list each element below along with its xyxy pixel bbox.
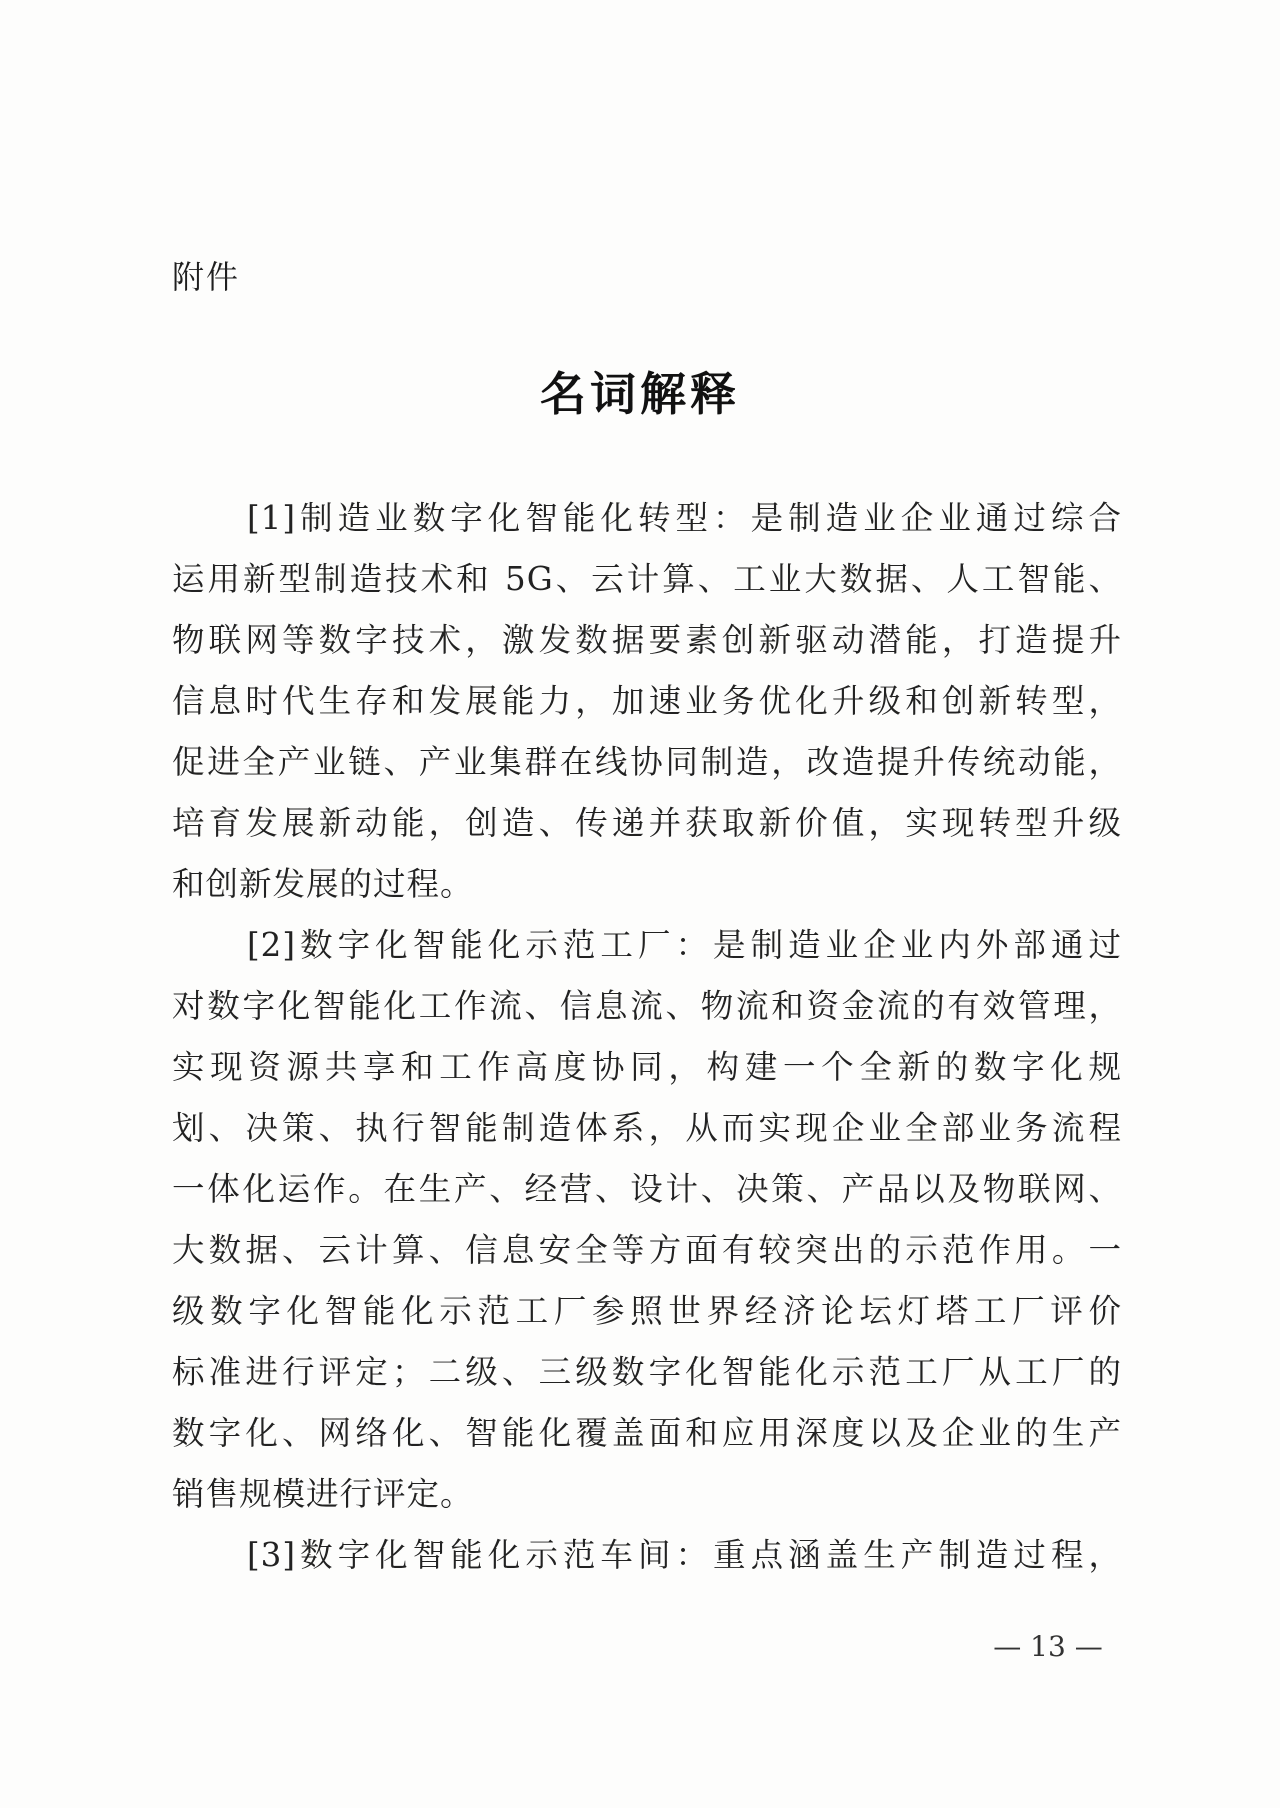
paragraph-2-line: 标准进行评定；二级、三级数字化智能化示范工厂从工厂的	[172, 1353, 1122, 1391]
paragraph-2-line: 级数字化智能化示范工厂参照世界经济论坛灯塔工厂评价	[172, 1292, 1122, 1330]
paragraph-1-line: 信息时代生存和发展能力，加速业务优化升级和创新转型，	[172, 682, 1122, 720]
paragraph-1-line: 物联网等数字技术，激发数据要素创新驱动潜能，打造提升	[172, 621, 1122, 659]
paragraph-2-line: 销售规模进行评定。	[172, 1475, 474, 1513]
paragraph-2-line: 数字化、网络化、智能化覆盖面和应用深度以及企业的生产	[172, 1414, 1122, 1452]
paragraph-2-line: 一体化运作。在生产、经营、设计、决策、产品以及物联网、	[172, 1170, 1122, 1208]
paragraph-2-line: 大数据、云计算、信息安全等方面有较突出的示范作用。一	[172, 1231, 1122, 1269]
page-title: 名词解释	[540, 367, 740, 421]
paragraph-2-line: 实现资源共享和工作高度协同，构建一个全新的数字化规	[172, 1048, 1122, 1086]
attachment-label: 附件	[172, 258, 241, 296]
paragraph-2-line: 对数字化智能化工作流、信息流、物流和资金流的有效管理，	[172, 987, 1122, 1025]
paragraph-1-line: [1]制造业数字化智能化转型：是制造业企业通过综合	[247, 499, 1122, 537]
paragraph-1-line: 培育发展新动能，创造、传递并获取新价值，实现转型升级	[172, 804, 1122, 842]
paragraph-2-line: [2]数字化智能化示范工厂：是制造业企业内外部通过	[247, 926, 1122, 964]
paragraph-3-line: [3]数字化智能化示范车间：重点涵盖生产制造过程，	[247, 1536, 1122, 1574]
paragraph-1-line: 促进全产业链、产业集群在线协同制造，改造提升传统动能，	[172, 743, 1122, 781]
paragraph-1-line: 和创新发展的过程。	[172, 865, 474, 903]
document-body	[172, 488, 1122, 1586]
page-number: — 13 —	[993, 1630, 1103, 1663]
paragraph-1-line: 运用新型制造技术和 5G、云计算、工业大数据、人工智能、	[172, 560, 1122, 598]
paragraph-2-line: 划、决策、执行智能制造体系，从而实现企业全部业务流程	[172, 1109, 1122, 1147]
